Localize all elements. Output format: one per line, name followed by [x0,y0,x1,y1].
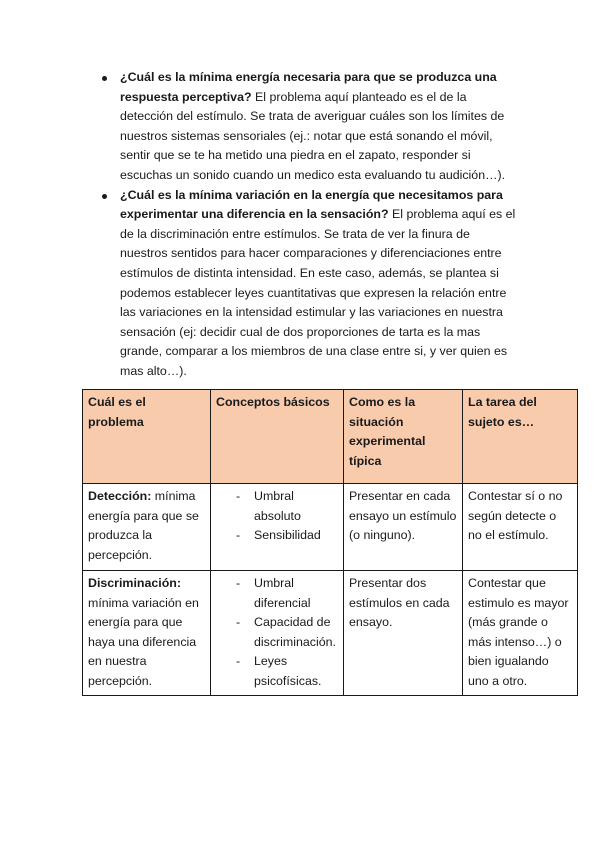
bullet-icon [102,194,107,199]
concept-text: Sensibilidad [254,528,321,543]
table-row [83,484,578,571]
list-item [216,652,338,691]
dash-marker: - [236,615,241,630]
cell-task: Contestar que estimulo es mayor (más grande o más intenso…) o bien igualando uno a otro. [463,571,578,696]
dash-marker: - [236,654,241,669]
explanation-detection: El problema aquí planteado es el de la detección del estímulo. Se trata de averiguar cuáles son los límites de nuestros sistemas sensoriales (ej.: notar que está sonando el móvil, sentir que se te ha metido una piedra en el zapato, responder si escuchas un sonido cuando un medico esta evaluando tu audición…). [120,89,506,182]
concept-text: Capacidad de discriminación. [254,615,336,649]
header-concepts: Conceptos básicos [211,390,344,484]
list-item [216,574,338,613]
table-header-row [83,390,578,484]
question-detection: ¿Cuál es la mínima energía necesaria para que se produzca una respuesta perceptiva? [120,70,497,104]
concept-text: Leyes psicofísicas. [254,654,322,688]
list-item [216,613,338,652]
problem-title: Detección: [88,489,152,503]
question-item-detection [100,68,520,186]
problem-text: mínima variación en energía para que haya una diferencia en nuestra percepción. [88,595,199,688]
question-item-discrimination [100,186,520,382]
table-row [83,571,578,696]
concept-text: Umbral absoluto [254,489,301,523]
cell-situation: Presentar en cada ensayo un estímulo (o ninguno). [344,484,463,571]
header-problem: Cuál es el problema [83,390,211,484]
bullet-icon [102,76,107,81]
dash-marker: - [236,489,241,503]
cell-task: Contestar sí o no según detecte o no el estímulo. [463,484,578,571]
cell-situation: Presentar dos estímulos en cada ensayo. [344,571,463,696]
concept-text: Umbral diferencial [254,576,311,610]
dash-marker: - [236,576,241,590]
cell-problem [83,571,211,696]
header-task: La tarea del sujeto es… [463,390,578,484]
list-item [216,526,338,546]
summary-table [82,389,578,696]
concept-list [216,574,338,692]
dash-marker: - [236,528,241,543]
question-list [100,68,520,382]
question-discrimination: ¿Cuál es la mínima variación en la energía que necesitamos para experimentar una diferencia en la sensación? [120,187,503,222]
concept-list [216,487,338,546]
cell-problem [83,484,211,571]
list-item [216,487,338,526]
problem-title: Discriminación: [88,576,181,590]
cell-concepts [211,484,344,571]
header-situation: Como es la situación experimental típica [344,390,463,484]
problem-text: mínima energía para que se produzca la percepción. [88,489,199,562]
cell-concepts [211,571,344,696]
explanation-discrimination: El problema aquí es el de la discriminación entre estímulos. Se trata de ver la finura de nuestros sentidos para hacer comparaciones y diferenciaciones entre estímulos de distinta intensidad. En este caso, además, se plantea si podemos establecer leyes cuantitativas que expresen la relación entre las variaciones en la intensidad estimular y las variaciones en nuestra sensación (ej: decidir cual de dos proporciones de tarta es la mas grande, comparar a los miembros de una clase entre si, y ver quien es mas alto…). [120,207,516,378]
